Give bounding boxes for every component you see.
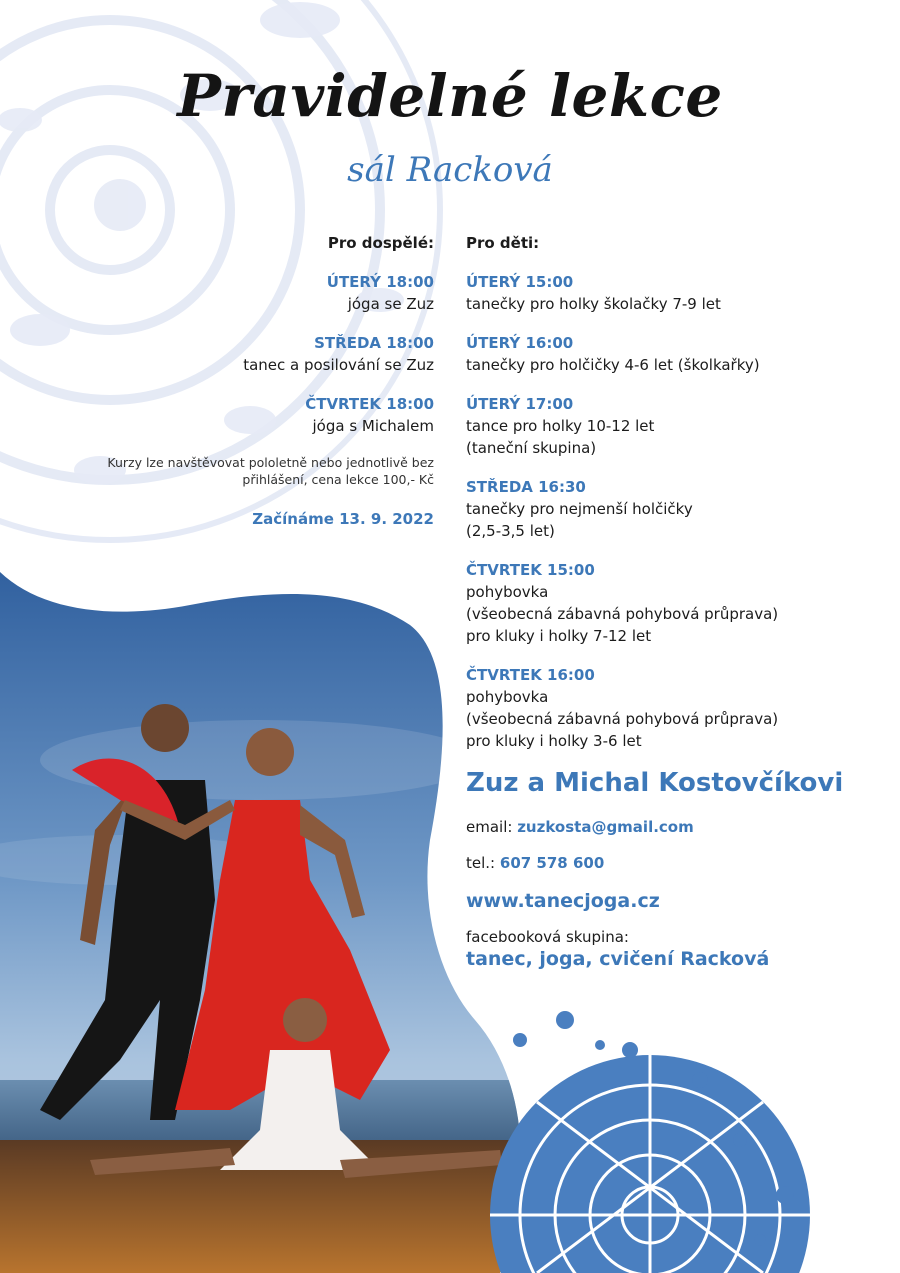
facebook-label: facebooková skupina: xyxy=(466,928,629,946)
lesson-description: (všeobecná zábavná pohybová průprava) xyxy=(466,605,779,623)
lesson-day: ČTVRTEK 18:00 xyxy=(305,395,434,413)
instructor-names: Zuz a Michal Kostovčíkovi xyxy=(466,768,844,798)
kids-lesson xyxy=(466,559,886,647)
email-link[interactable]: zuzkosta@gmail.com xyxy=(517,818,694,836)
lesson-description: tance pro holky 10-12 let xyxy=(466,417,655,435)
lesson-description: tanečky pro holčičky 4-6 let (školkařky) xyxy=(466,356,760,374)
contact-block xyxy=(466,768,896,970)
phone-row xyxy=(466,854,896,872)
lesson-description: pohybovka xyxy=(466,688,549,706)
lesson-description: tanečky pro holky školačky 7-9 let xyxy=(466,295,721,313)
mandala-blue-decoration xyxy=(490,1011,810,1273)
lesson-description: pro kluky i holky 3-6 let xyxy=(466,732,642,750)
kids-lesson xyxy=(466,476,886,542)
phone-label: tel.: xyxy=(466,854,496,872)
lesson-day: ÚTERÝ 15:00 xyxy=(466,273,574,291)
lesson-day: ÚTERÝ 16:00 xyxy=(466,334,574,352)
lesson-description: (taneční skupina) xyxy=(466,439,597,457)
kids-heading: Pro děti: xyxy=(466,234,540,252)
kids-column xyxy=(466,232,886,769)
page-subtitle: sál Racková xyxy=(347,150,553,190)
pricing-note-line: Kurzy lze navštěvovat pololetně nebo jednotlivě bez xyxy=(107,455,434,470)
adult-lesson xyxy=(34,332,434,376)
lesson-description: tanečky pro nejmenší holčičky xyxy=(466,500,693,518)
email-label: email: xyxy=(466,818,513,836)
lesson-description: (všeobecná zábavná pohybová průprava) xyxy=(466,710,779,728)
lesson-description: tanec a posilování se Zuz xyxy=(243,356,434,374)
adult-lesson xyxy=(34,271,434,315)
lesson-description: jóga se Zuz xyxy=(347,295,434,313)
kids-lesson xyxy=(466,664,886,752)
facebook-group-link[interactable]: tanec, joga, cvičení Racková xyxy=(466,948,770,970)
page-title: Pravidelné lekce xyxy=(177,62,723,130)
email-row xyxy=(466,818,896,836)
lesson-day: ÚTERÝ 17:00 xyxy=(466,395,574,413)
lesson-day: ČTVRTEK 16:00 xyxy=(466,666,595,684)
pricing-note xyxy=(34,454,434,488)
kids-lesson xyxy=(466,271,886,315)
kids-lesson xyxy=(466,332,886,376)
lesson-day: ČTVRTEK 15:00 xyxy=(466,561,595,579)
lesson-day: STŘEDA 18:00 xyxy=(314,334,434,352)
website-link[interactable]: www.tanecjoga.cz xyxy=(466,890,660,912)
lesson-day: STŘEDA 16:30 xyxy=(466,478,586,496)
adults-heading: Pro dospělé: xyxy=(327,234,434,252)
phone-link[interactable]: 607 578 600 xyxy=(499,854,605,872)
adult-lesson xyxy=(34,393,434,437)
pricing-note-line: přihlášení, cena lekce 100,- Kč xyxy=(242,472,434,487)
adults-column xyxy=(34,232,434,530)
kids-lesson xyxy=(466,393,886,459)
lesson-description: jóga s Michalem xyxy=(312,417,434,435)
lesson-description: pro kluky i holky 7-12 let xyxy=(466,627,652,645)
lesson-day: ÚTERÝ 18:00 xyxy=(326,273,434,291)
start-date: Začínáme 13. 9. 2022 xyxy=(252,510,434,528)
lesson-description: (2,5-3,5 let) xyxy=(466,522,555,540)
lesson-description: pohybovka xyxy=(466,583,549,601)
